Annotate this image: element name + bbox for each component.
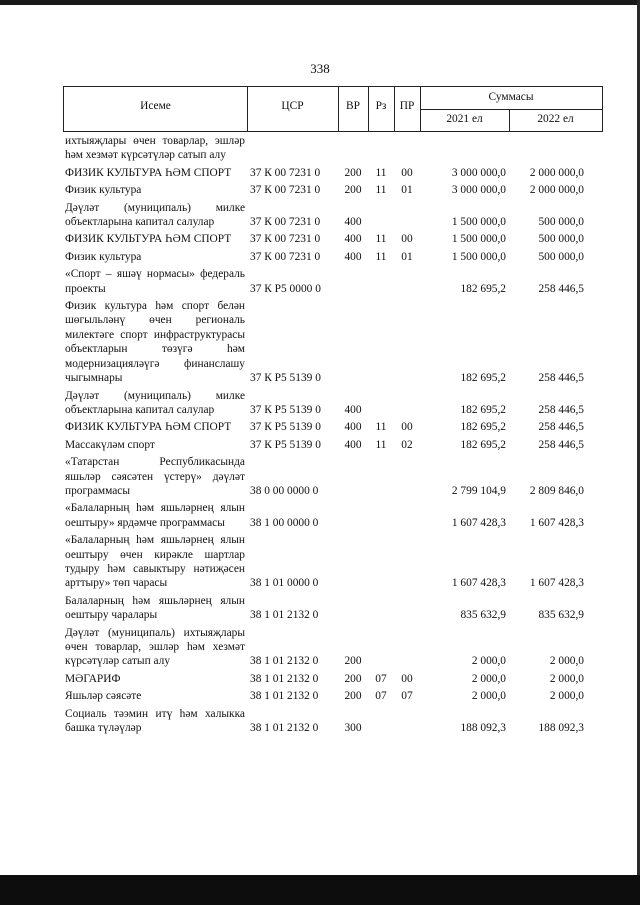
row-csr: 38 0 00 0000 0 [250, 484, 319, 497]
row-name: «Татарстан Республикасында яшьләр сәясәтен үстерү» дәүләт программасы [65, 456, 245, 497]
table-header [63, 86, 603, 132]
row-vr: 400 [344, 216, 362, 229]
page-number: 338 [310, 61, 330, 76]
header-pr: ПР [399, 100, 415, 112]
table-row [63, 389, 603, 418]
row-name: Массакүләм спорт [65, 438, 155, 451]
header-year-2022: 2022 ел [537, 113, 574, 125]
row-rz: 11 [375, 184, 387, 197]
table-row [63, 438, 603, 452]
table-row [63, 134, 603, 163]
row-sum-2022: 258 446,5 [538, 421, 584, 434]
row-vr: 400 [344, 421, 362, 434]
table-row [63, 250, 603, 264]
row-sum-2022: 1 607 428,3 [529, 577, 584, 590]
header-year-2021: 2021 ел [446, 113, 483, 125]
row-pr: 00 [401, 166, 413, 179]
row-pr: 00 [401, 421, 413, 434]
row-sum-2021: 2 000,0 [471, 690, 506, 703]
table-row [63, 267, 603, 296]
row-sum-2021: 3 000 000,0 [451, 166, 506, 179]
row-vr: 200 [344, 690, 362, 703]
table-row [63, 455, 603, 498]
row-sum-2022: 258 446,5 [538, 372, 584, 385]
row-name: Физик культура [65, 184, 142, 197]
row-name: «Балаларның һәм яшьләрнең ялын оештыру» ярдәмче программасы [65, 502, 245, 529]
row-pr: 01 [401, 184, 413, 197]
row-vr: 400 [344, 250, 362, 263]
row-rz: 11 [375, 438, 387, 451]
row-sum-2021: 835 632,9 [460, 609, 506, 622]
row-sum-2021: 1 500 000,0 [451, 233, 506, 246]
table-row [63, 594, 603, 623]
row-csr: 37 К 00 7231 0 [250, 216, 321, 229]
row-csr: 37 К P5 0000 0 [250, 282, 321, 295]
row-name: Дәүләт (муниципаль) ихтыяҗлары өчен товарлар, эшләр һәм хезмәт күрсәтүләр сатып алу [65, 626, 245, 668]
header-sums: Суммасы [488, 91, 534, 103]
header-vr: ВР [346, 100, 360, 112]
row-pr: 01 [401, 250, 413, 263]
row-sum-2021: 1 607 428,3 [451, 516, 506, 529]
table-row [63, 626, 603, 669]
row-sum-2021: 1 607 428,3 [451, 577, 506, 590]
row-csr: 38 1 01 2132 0 [250, 690, 319, 703]
row-rz: 07 [375, 672, 387, 685]
row-sum-2022: 500 000,0 [538, 233, 584, 246]
table-row [63, 707, 603, 736]
row-rz: 11 [375, 233, 387, 246]
row-csr: 37 К P5 5139 0 [250, 372, 321, 385]
table-row [63, 420, 603, 434]
row-rz: 11 [375, 250, 387, 263]
row-sum-2021: 1 500 000,0 [451, 216, 506, 229]
table-row [63, 533, 603, 591]
table-row [63, 672, 603, 686]
row-sum-2021: 2 799 104,9 [451, 484, 506, 497]
table-row [63, 201, 603, 230]
row-vr: 200 [344, 166, 362, 179]
table-row [63, 299, 603, 385]
row-pr: 02 [401, 438, 413, 451]
row-sum-2021: 182 695,2 [460, 403, 506, 416]
row-csr: 38 1 01 2132 0 [250, 672, 319, 685]
row-sum-2022: 2 000 000,0 [529, 166, 584, 179]
row-sum-2022: 2 000,0 [549, 690, 584, 703]
table-row [63, 232, 603, 246]
row-csr: 38 1 01 2132 0 [250, 609, 319, 622]
row-sum-2021: 2 000,0 [471, 672, 506, 685]
row-csr: 38 1 00 0000 0 [250, 516, 319, 529]
row-csr: 38 1 01 0000 0 [250, 577, 319, 590]
row-vr: 400 [344, 438, 362, 451]
row-sum-2022: 1 607 428,3 [529, 516, 584, 529]
row-vr: 300 [344, 722, 362, 735]
row-vr: 400 [344, 233, 362, 246]
row-name: Социаль тәэмин итү һәм халыкка башка түләүләр [65, 707, 245, 735]
row-sum-2022: 500 000,0 [538, 216, 584, 229]
row-name: «Спорт – яшәү нормасы» федераль проекты [65, 268, 245, 295]
row-pr: 00 [401, 672, 413, 685]
row-sum-2021: 188 092,3 [460, 722, 506, 735]
row-sum-2022: 2 000,0 [549, 655, 584, 668]
row-name: Физик культура [65, 250, 142, 263]
row-rz: 11 [375, 421, 387, 434]
row-vr: 200 [344, 672, 362, 685]
row-sum-2022: 188 092,3 [538, 722, 584, 735]
row-sum-2021: 3 000 000,0 [451, 184, 506, 197]
row-sum-2022: 500 000,0 [538, 250, 584, 263]
row-csr: 37 К 00 7231 0 [250, 233, 321, 246]
row-sum-2021: 182 695,2 [460, 372, 506, 385]
budget-table [63, 86, 603, 735]
row-sum-2022: 258 446,5 [538, 282, 584, 295]
row-name: Дәүләт (муниципаль) милке объектларына капитал салулар [65, 389, 245, 416]
table-row [63, 166, 603, 180]
row-csr: 38 1 01 2132 0 [250, 722, 319, 735]
row-sum-2021: 182 695,2 [460, 282, 506, 295]
header-csr: ЦСР [281, 100, 304, 112]
row-name: ихтыяҗлары өчен товарлар, эшләр һәм хезмәт күрсәтүләр сатып алу [65, 135, 245, 162]
row-csr: 37 К P5 5139 0 [250, 403, 321, 416]
row-rz: 07 [375, 690, 387, 703]
row-sum-2021: 182 695,2 [460, 421, 506, 434]
row-name: Балаларның һәм яшьләрнең ялын оештыру чаралары [65, 594, 245, 622]
row-name: ФИЗИК КУЛЬТУРА ҺӘМ СПОРТ [65, 166, 232, 179]
row-csr: 37 К 00 7231 0 [250, 184, 321, 197]
row-sum-2022: 2 000,0 [549, 672, 584, 685]
table-row [63, 183, 603, 197]
row-sum-2021: 182 695,2 [460, 438, 506, 451]
row-name: Физик культура һәм спорт белән шөгыльләнү өчен региональ милектәге спорт инфраструктурасы объектларын төзүгә һәм модернизацияләүгә финанслашу чыгымнары [65, 300, 245, 385]
row-name: МӘГАРИФ [65, 672, 121, 685]
row-name: ФИЗИК КУЛЬТУРА ҺӘМ СПОРТ [65, 233, 232, 246]
row-csr: 37 К 00 7231 0 [250, 166, 321, 179]
row-name: Яшьләр сәясәте [65, 690, 142, 703]
row-vr: 400 [344, 403, 362, 416]
row-sum-2021: 2 000,0 [471, 655, 506, 668]
row-rz: 11 [375, 166, 387, 179]
row-sum-2022: 258 446,5 [538, 438, 584, 451]
row-sum-2022: 835 632,9 [538, 609, 584, 622]
row-pr: 07 [401, 690, 413, 703]
table-row [63, 501, 603, 530]
row-name: Дәүләт (муниципаль) милке объектларына капитал салулар [65, 201, 245, 229]
row-csr: 37 К P5 5139 0 [250, 438, 321, 451]
row-sum-2022: 2 000 000,0 [529, 184, 584, 197]
header-rz: Рз [375, 100, 387, 112]
row-vr: 200 [344, 655, 362, 668]
row-vr: 200 [344, 184, 362, 197]
row-csr: 38 1 01 2132 0 [250, 655, 319, 668]
row-name: «Балаларның һәм яшьләрнең ялын оештыру өчен кирәкле шартлар тудыру һәм савыктыру нәтиҗәсен арттыру» төп чарасы [65, 534, 245, 590]
row-name: ФИЗИК КУЛЬТУРА ҺӘМ СПОРТ [65, 421, 232, 434]
row-sum-2022: 258 446,5 [538, 403, 584, 416]
table-body [63, 134, 603, 735]
header-name: Исеме [140, 100, 171, 112]
row-sum-2022: 2 809 846,0 [529, 484, 584, 497]
table-row [63, 689, 603, 703]
row-pr: 00 [401, 233, 413, 246]
scan-edge-top [0, 0, 640, 5]
scan-edge-bottom [0, 875, 640, 905]
row-csr: 37 К 00 7231 0 [250, 250, 321, 263]
row-sum-2021: 1 500 000,0 [451, 250, 506, 263]
row-csr: 37 К P5 5139 0 [250, 421, 321, 434]
